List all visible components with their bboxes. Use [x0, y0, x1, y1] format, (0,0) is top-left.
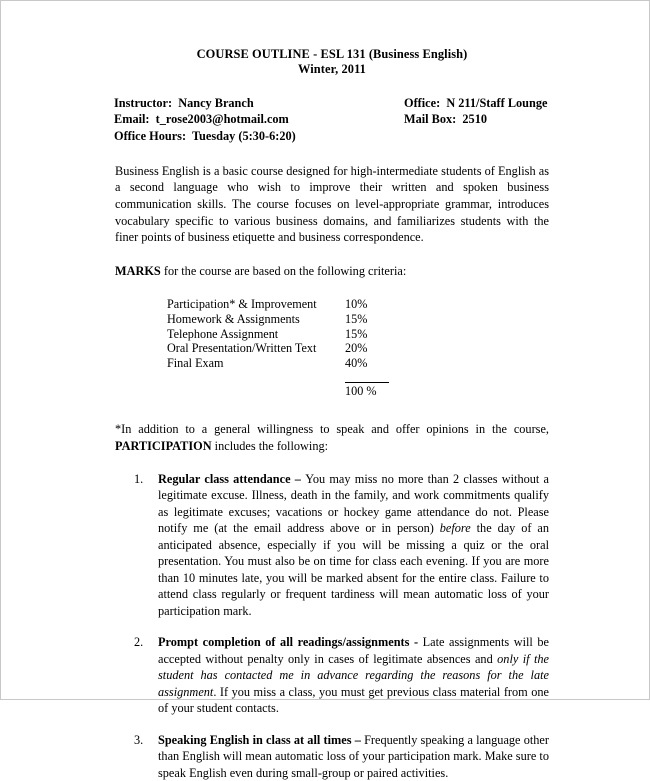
marks-row-label: Final Exam — [167, 355, 224, 370]
list-item — [115, 634, 549, 717]
marks-row-label: Participation* & Improvement — [167, 297, 317, 312]
participation-note — [115, 421, 549, 454]
marks-table — [167, 297, 405, 370]
table-row — [167, 327, 405, 342]
total-spacer — [115, 382, 345, 399]
list-item-lead: Regular class attendance – — [158, 471, 306, 486]
marks-total-value: 100 % — [345, 384, 377, 399]
list-item-number: 3. — [134, 732, 144, 747]
list-item-italic: only if the student has contacted me in advance regarding the reasons for the late assignment — [158, 651, 549, 699]
list-item-lead: Prompt completion of all readings/assignments - — [158, 635, 423, 650]
title-line-1: COURSE OUTLINE - ESL 131 (Business English) — [196, 47, 468, 61]
instructor-field: Instructor: Nancy Branch — [114, 96, 254, 110]
email-field: Email: t_rose2003@hotmail.com — [114, 112, 289, 127]
header-row-email — [114, 111, 549, 127]
marks-row-label: Oral Presentation/Written Text — [167, 341, 317, 356]
header-row-office-hours — [114, 128, 549, 144]
participation-keyword: PARTICIPATION — [115, 439, 212, 454]
marks-total-row — [115, 382, 549, 399]
table-row — [167, 297, 405, 312]
course-header-info — [114, 95, 549, 144]
list-item-text-b: . If you miss a class, you must get previous class material from one of your student contacts. — [158, 684, 549, 716]
list-item-lead: Speaking English in class at all times – — [158, 732, 365, 747]
intro-paragraph: Business English is a basic course designed for high-intermediate students of English as a second language who wish to improve their written and spoken business communication skills. The course focuses on level-appropriate grammar, introduces vocabulary specific to various business domains, and familiarizes students with the finer points of business etiquette and business correspondence. — [115, 163, 549, 245]
table-row — [167, 341, 405, 356]
list-item-text-a: Late assignments will be accepted without penalty only in cases of legitimate absences and — [158, 635, 550, 666]
participation-list — [115, 471, 549, 781]
table-row — [167, 312, 405, 327]
list-item-text-b: the day of an anticipated absence, especially if you will be missing a quiz or the oral presentation. You must also be on time for class each evening. If you are more than 10 minutes late, you will be marked absent for the entire class. Failure to attend class regularly or frequent tardiness will mean automatic loss of your participation mark. — [158, 521, 549, 618]
total-box — [345, 382, 389, 399]
total-divider — [345, 382, 389, 383]
marks-row-value: 15% — [345, 312, 368, 327]
marks-label: MARKS — [115, 263, 161, 278]
mailbox-field: Mail Box: 2510 — [404, 112, 487, 127]
table-row — [167, 356, 405, 371]
marks-row-value: 15% — [345, 326, 368, 341]
marks-row-value: 10% — [345, 297, 368, 312]
document-title — [115, 47, 549, 77]
office-hours-field: Office Hours: Tuesday (5:30-6:20) — [114, 128, 296, 143]
list-item-number: 2. — [134, 635, 144, 650]
list-item-text-a: You may miss no more than 2 classes without a legitimate excuse. Illness, death in the family, and work commitments qualify as legitimate excuses; vacations or hockey game attendance do not. Please notify me (at the email address above or in person) — [158, 471, 550, 536]
marks-intro — [115, 263, 549, 280]
marks-row-value: 40% — [345, 355, 368, 370]
marks-row-label: Homework & Assignments — [167, 312, 300, 327]
list-item-text-a: Frequently speaking a language other than English will mean automatic loss of your participation mark. Make sure to speak English even during small-group or paired activities. — [158, 732, 549, 780]
office-field: Office: N 211/Staff Lounge — [404, 96, 548, 110]
marks-intro-text: for the course are based on the following criteria: — [160, 263, 407, 278]
marks-row-label: Telephone Assignment — [167, 326, 279, 341]
participation-note-part2: includes the following: — [211, 439, 329, 454]
list-item-italic: before — [439, 521, 471, 536]
list-item — [115, 471, 549, 620]
list-item — [115, 732, 549, 781]
participation-note-part1: *In addition to a general willingness to speak and offer opinions in the course, — [115, 422, 549, 437]
title-line-2: Winter, 2011 — [298, 62, 366, 76]
header-row-instructor — [114, 95, 549, 111]
header-right-empty — [404, 128, 549, 144]
marks-row-value: 20% — [345, 341, 368, 356]
list-item-number: 1. — [134, 471, 144, 486]
